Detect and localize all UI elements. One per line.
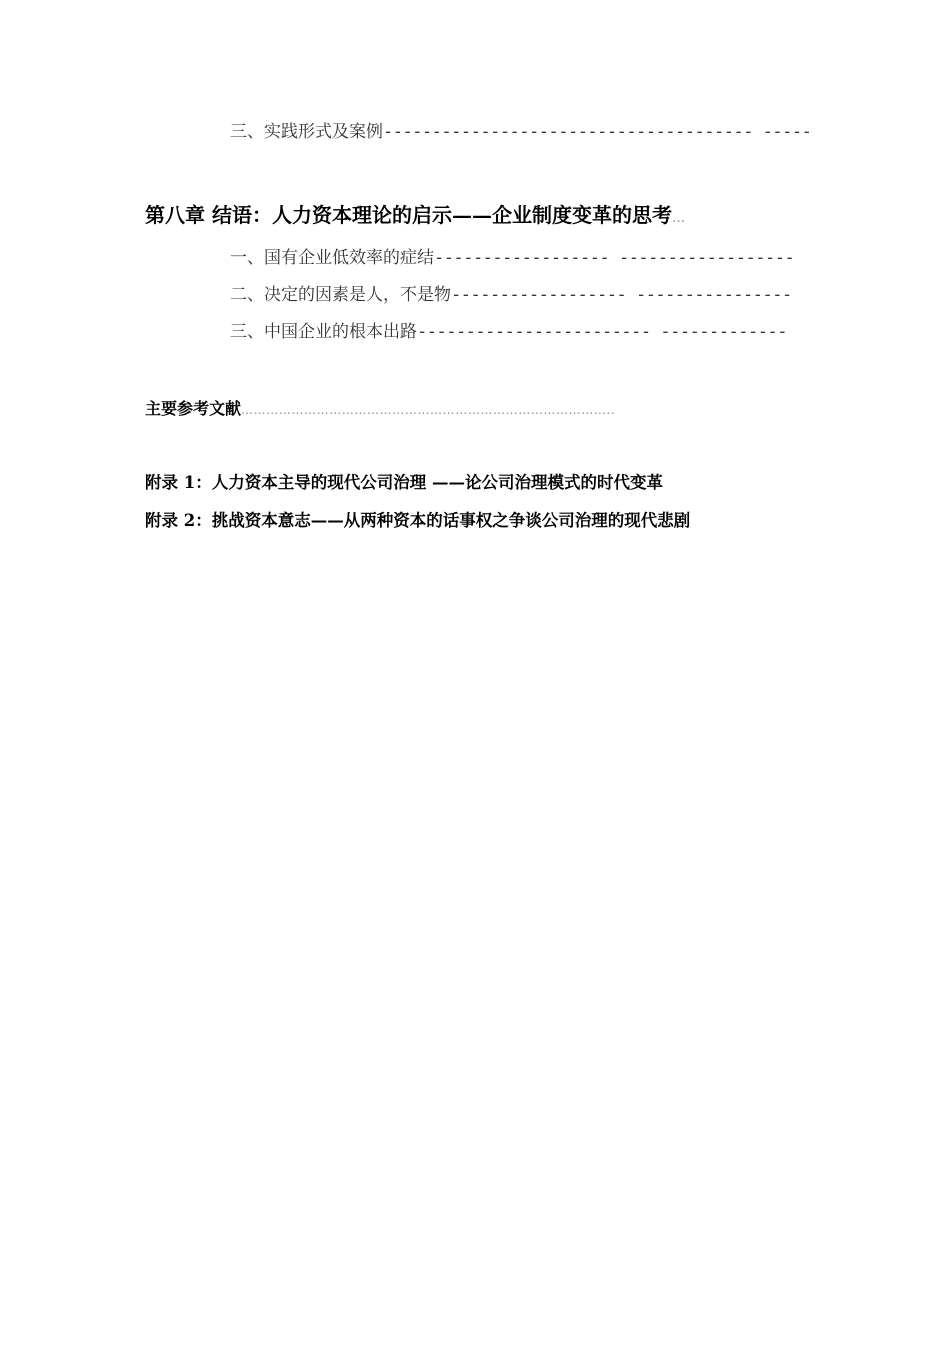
appendix-label: 附录 2：挑战资本意志——从两种资本的话事权之争谈公司治理的现代悲剧 [145,511,691,530]
toc-entry-label: 二、决定的因素是人，不是物 [230,285,451,305]
toc-leader: ------------------ ---------------- [451,285,792,305]
toc-entry-practice-forms[interactable] [230,124,811,141]
toc-entry-appendix-1[interactable] [145,475,663,492]
toc-entry-appendix-2[interactable] [145,513,690,530]
toc-leader: … [671,211,685,226]
toc-leader: ------------------------ ------------- [417,322,787,342]
toc-leader: …………………………………………………………………………….. [241,403,616,417]
appendix-label: 附录 1：人力资本主导的现代公司治理 ——论公司治理模式的时代变革 [145,473,663,492]
toc-entry-chapter8-item-3[interactable] [230,324,787,341]
toc-leader: -------------------------------------- ----- [383,122,812,142]
toc-entry-chapter8-item-2[interactable] [230,287,792,304]
toc-entry-label: 一、国有企业低效率的症结 [230,248,434,268]
toc-leader: ------------------ ------------------ [434,248,795,268]
toc-entry-references[interactable] [145,401,615,417]
chapter-title-text: 第八章 结语：人力资本理论的启示——企业制度变革的思考 [145,203,672,227]
toc-chapter-8-title[interactable] [145,205,685,225]
toc-entry-chapter8-item-1[interactable] [230,250,794,267]
toc-entry-label: 三、中国企业的根本出路 [230,322,417,342]
toc-entry-label: 三、实践形式及案例 [230,122,383,142]
references-label: 主要参考文献 [145,399,242,418]
